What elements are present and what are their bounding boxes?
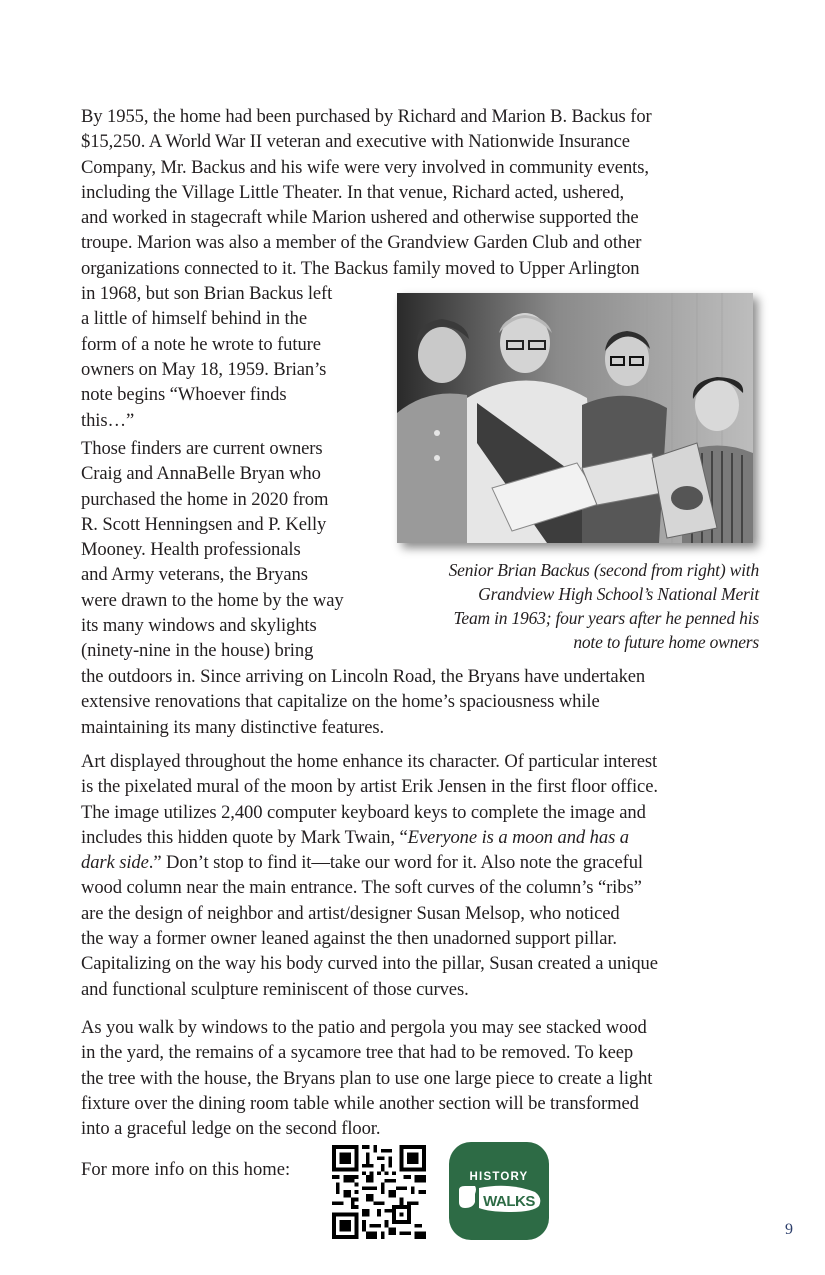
text-line: owners on May 18, 1959. Brian’s [81, 358, 327, 380]
text-line: fixture over the dining room table while another section will be transformed [81, 1092, 639, 1114]
history-walks-logo[interactable] [449, 1142, 549, 1240]
text-line: organizations connected to it. The Backus family moved to Upper Arlington [81, 257, 640, 279]
text-line: wood column near the main entrance. The soft curves of the column’s “ribs” [81, 877, 642, 899]
text-line: into a graceful ledge on the second floor. [81, 1118, 381, 1140]
text-line: and worked in stagecraft while Marion ushered and otherwise supported the [81, 207, 639, 229]
twain-quote-text: Everyone is a moon and has a [407, 826, 629, 848]
caption-line: Senior Brian Backus (second from right) with [448, 560, 759, 580]
photo-illustration [397, 293, 753, 543]
text-line: Craig and AnnaBelle Bryan who [81, 463, 321, 485]
text-line: Capitalizing on the way his body curved into the pillar, Susan created a unique [81, 953, 658, 975]
text-line: in 1968, but son Brian Backus left [81, 283, 333, 305]
text-segment: .” Don’t stop to find it—take our word for it. Also note the graceful [148, 852, 643, 874]
text-line: Art displayed throughout the home enhance its character. Of particular interest [81, 751, 658, 772]
text-line: in the yard, the remains of a sycamore tree that had to be removed. To keep [81, 1042, 634, 1064]
text-line: By 1955, the home had been purchased by Richard and Marion B. Backus for [81, 106, 652, 127]
text-line: the way a former owner leaned against the then unadorned support pillar. [81, 928, 617, 950]
logo-text-walks: WALKS [483, 1193, 535, 1210]
text-line: purchased the home in 2020 from [81, 488, 329, 510]
footprint-heel-icon [459, 1186, 476, 1208]
text-line: this…” [81, 409, 135, 431]
text-line: note begins “Whoever finds [81, 384, 287, 406]
qr-code[interactable] [332, 1145, 426, 1239]
text-line: the tree with the house, the Bryans plan to use one large piece to create a light [81, 1067, 653, 1089]
caption-line: note to future home owners [573, 632, 759, 652]
text-line [81, 850, 761, 875]
text-line [81, 825, 761, 850]
text-line: a little of himself behind in the [81, 308, 307, 330]
text-line: form of a note he wrote to future [81, 333, 321, 355]
paragraph-current-owners [81, 436, 401, 664]
text-line: are the design of neighbor and artist/designer Susan Melsop, who noticed [81, 902, 620, 924]
text-line: its many windows and skylights [81, 615, 317, 637]
text-line: Mooney. Health professionals [81, 539, 301, 561]
historic-photo [397, 293, 753, 543]
text-line: (ninety-nine in the house) bring [81, 640, 314, 662]
text-line: extensive renovations that capitalize on the home’s spaciousness while [81, 691, 600, 713]
text-line: is the pixelated mural of the moon by artist Erik Jensen in the first floor office. [81, 776, 658, 798]
page-number: 9 [785, 1221, 793, 1238]
text-line: Those finders are current owners [81, 438, 323, 459]
twain-quote-text: dark side [81, 852, 149, 874]
text-segment: includes this hidden quote by Mark Twain, “ [81, 826, 408, 848]
text-line: and Army veterans, the Bryans [81, 564, 308, 586]
photo-caption [398, 558, 759, 654]
caption-line: Grandview High School’s National Merit [478, 584, 759, 604]
text-line: Company, Mr. Backus and his wife were very involved in community events, [81, 156, 649, 178]
text-line: $15,250. A World War II veteran and executive with Nationwide Insurance [81, 131, 630, 153]
text-line: R. Scott Henningsen and P. Kelly [81, 513, 327, 535]
text-line: maintaining its many distinctive features. [81, 716, 385, 738]
text-line: troupe. Marion was also a member of the Grandview Garden Club and other [81, 232, 642, 254]
logo-text-history: HISTORY [469, 1171, 529, 1183]
text-line: the outdoors in. Since arriving on Lincoln Road, the Bryans have undertaken [81, 666, 646, 687]
paragraph-renovations [81, 664, 761, 740]
text-line: including the Village Little Theater. In that venue, Richard acted, ushered, [81, 181, 625, 203]
text-line: and functional sculpture reminiscent of those curves. [81, 978, 469, 1000]
text-line: were drawn to the home by the way [81, 589, 344, 611]
text-line: As you walk by windows to the patio and pergola you may see stacked wood [81, 1017, 647, 1038]
caption-line: Team in 1963; four years after he penned his [453, 608, 759, 628]
more-info-label: For more info on this home: [81, 1159, 291, 1180]
paragraph-sycamore [81, 1015, 761, 1141]
paragraph-art [81, 749, 761, 1002]
text-line: The image utilizes 2,400 computer keyboard keys to complete the image and [81, 801, 646, 823]
